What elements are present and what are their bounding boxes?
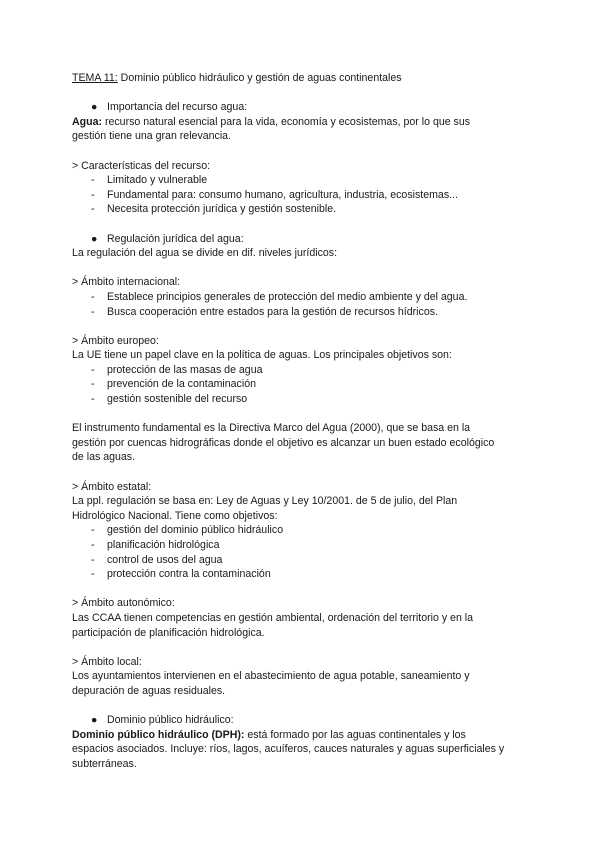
heading-estatal: > Ámbito estatal: (72, 480, 152, 493)
list-item: - Establece principios generales de protección del medio ambiente y del agua. (91, 290, 468, 303)
paragraph-agua: Agua: recurso natural esencial para la vida, economía y ecosistemas, por lo que sus (72, 115, 471, 128)
list-item: - Necesita protección jurídica y gestión sostenible. (91, 203, 337, 216)
paragraph-local: Los ayuntamientos intervienen en el abastecimiento de agua potable, saneamiento y (72, 670, 470, 683)
heading-internacional: > Ámbito internacional: (72, 276, 181, 289)
document-page (72, 71, 532, 772)
paragraph-dph-end: subterráneas. (72, 757, 137, 770)
paragraph-directiva-cont: gestión por cuencas hidrográficas donde el objetivo es alcanzar un buen estado ecológico (72, 436, 495, 449)
paragraph-europeo: La UE tiene un papel clave en la política de aguas. Los principales objetivos son: (72, 349, 452, 362)
paragraph-agua-cont: gestión tiene una gran relevancia. (72, 130, 232, 143)
list-item: - Limitado y vulnerable (91, 174, 208, 187)
title-text: Dominio público hidráulico y gestión de aguas continentales (117, 72, 402, 84)
list-item: - Busca cooperación entre estados para la gestión de recursos hídricos. (91, 305, 438, 318)
heading-caracteristicas: > Características del recurso: (72, 159, 211, 172)
bullet-regulacion: ● Regulación jurídica del agua: (91, 232, 244, 245)
bullet-importancia: ● Importancia del recurso agua: (91, 101, 248, 114)
list-item: - protección contra la contaminación (91, 568, 271, 581)
paragraph-local-cont: depuración de aguas residuales. (72, 684, 226, 697)
list-item: - control de usos del agua (91, 553, 223, 566)
paragraph-dph: Dominio público hidráulico (DPH): está formado por las aguas continentales y los (72, 728, 466, 741)
page-title (72, 71, 532, 86)
paragraph-regulacion: La regulación del agua se divide en dif. niveles jurídicos: (72, 247, 338, 260)
list-item: - protección de las masas de agua (91, 363, 263, 376)
paragraph-autonomico-cont: participación de planificación hidrológica. (72, 626, 265, 639)
bullet-dot: ● (91, 101, 98, 114)
heading-local: > Ámbito local: (72, 655, 142, 668)
list-item: - prevención de la contaminación (91, 378, 256, 391)
paragraph-directiva-end: de las aguas. (72, 451, 136, 464)
paragraph-dph-cont: espacios asociados. Incluye: ríos, lagos, acuíferos, cauces naturales y aguas superficiales y (72, 743, 505, 756)
list-item: - gestión sostenible del recurso (91, 393, 248, 406)
heading-autonomico: > Ámbito autonómico: (72, 597, 175, 610)
heading-europeo: > Ámbito europeo: (72, 334, 159, 347)
paragraph-estatal-cont: Hidrológico Nacional. Tiene como objetivos: (72, 509, 278, 522)
bullet-dominio: ● Dominio público hidráulico: (91, 714, 234, 727)
title-prefix: TEMA 11: (72, 72, 118, 84)
list-item: - Fundamental para: consumo humano, agricultura, industria, ecosistemas... (91, 188, 458, 201)
list-item: - planificación hidrológica (91, 539, 220, 551)
paragraph-estatal: La ppl. regulación se basa en: Ley de Aguas y Ley 10/2001. de 5 de julio, del Plan (72, 495, 458, 508)
paragraph-autonomico: Las CCAA tienen competencias en gestión ambiental, ordenación del territorio y en la (72, 611, 474, 624)
paragraph-directiva: El instrumento fundamental es la Directiva Marco del Agua (2000), que se basa en la (72, 422, 471, 435)
list-item: - gestión del dominio público hidráulico (91, 524, 284, 537)
